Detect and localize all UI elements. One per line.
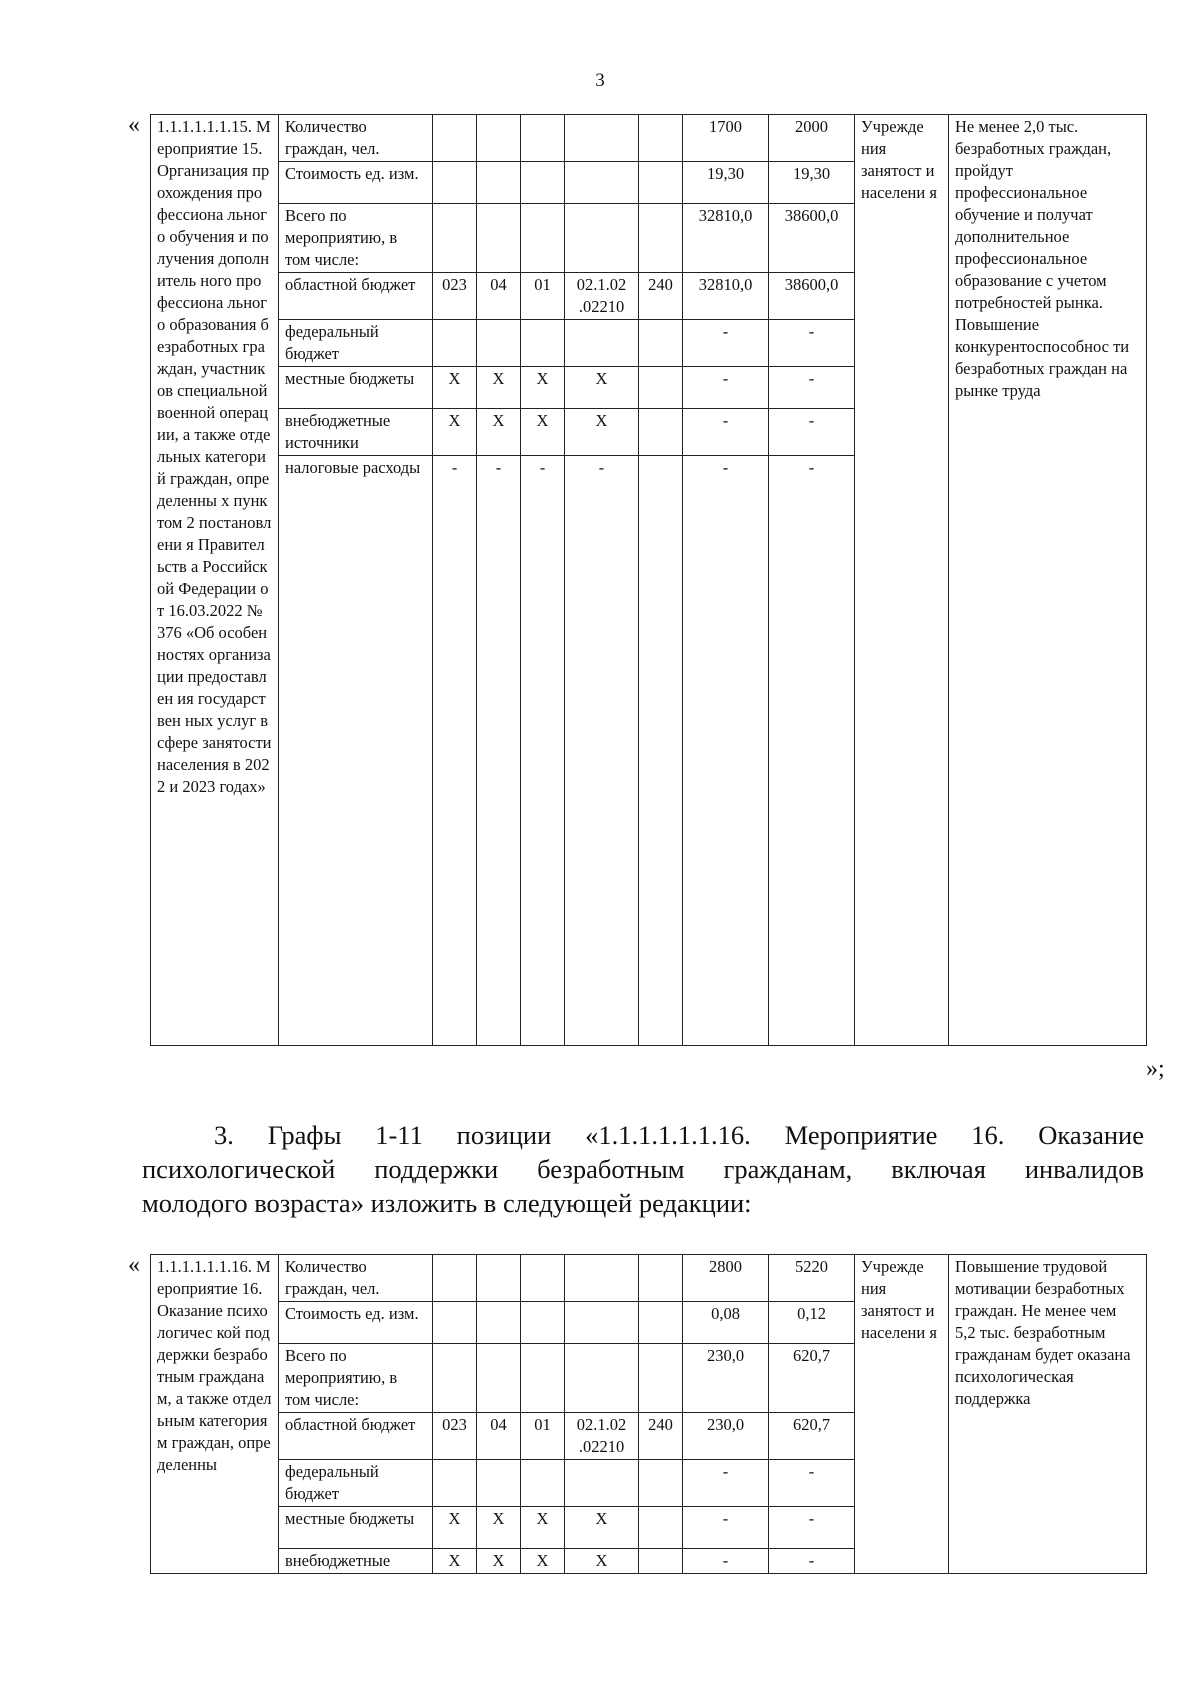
grbs-code: 023 [433,273,477,320]
csr-code: Х [565,409,639,456]
year-1-value: - [683,320,769,367]
year-1-value: 230,0 [683,1413,769,1460]
year-2-value: 0,12 [769,1302,855,1344]
year-2-value: 19,30 [769,162,855,204]
rz-code [477,1255,521,1302]
csr-code: Х [565,367,639,409]
csr-code [565,115,639,162]
pr-code: Х [521,409,565,456]
csr-code [565,204,639,273]
grbs-code [433,1344,477,1413]
indicator-label: местные бюджеты [279,367,433,409]
grbs-code: 023 [433,1413,477,1460]
year-2-value: 2000 [769,115,855,162]
vr-code [639,1302,683,1344]
vr-code [639,1460,683,1507]
rz-code: Х [477,367,521,409]
year-2-value: - [769,409,855,456]
csr-code: - [565,456,639,1046]
vr-code [639,1255,683,1302]
table-row [151,1255,1147,1302]
year-1-value: 32810,0 [683,273,769,320]
indicator-label: внебюджетные источники [279,409,433,456]
csr-code: Х [565,1549,639,1574]
vr-code: 240 [639,1413,683,1460]
year-1-value: 19,30 [683,162,769,204]
vr-code [639,1344,683,1413]
indicator-label: местные бюджеты [279,1507,433,1549]
measure-name-cell: 1.1.1.1.1.1.15. Мероприятие 15. Организация прохождения профессиона льного обучения и получения дополнитель ного профессиона льного образования безработных граждан, участников специальной военной операции, а также отдельных категорий граждан, определенны х пунктом 2 постановлени я Правительств а Российской Федерации от 16.03.2022 № 376 «Об особенностях организации предоставлен ия государствен ных услуг в сфере занятости населения в 2022 и 2023 годах» [151,115,279,1046]
grbs-code: Х [433,1507,477,1549]
csr-code: Х [565,1507,639,1549]
year-2-value: - [769,320,855,367]
rz-code [477,162,521,204]
pr-code: Х [521,1507,565,1549]
rz-code: - [477,456,521,1046]
pr-code: Х [521,1549,565,1574]
pr-code [521,1344,565,1413]
csr-code [565,1344,639,1413]
pr-code [521,1255,565,1302]
year-1-value: - [683,1549,769,1574]
grbs-code: Х [433,409,477,456]
year-1-value: - [683,367,769,409]
indicator-label: областной бюджет [279,273,433,320]
rz-code: Х [477,1549,521,1574]
rz-code: Х [477,409,521,456]
year-2-value: - [769,1549,855,1574]
vr-code [639,409,683,456]
pr-code [521,115,565,162]
grbs-code: - [433,456,477,1046]
indicator-label: Количество граждан, чел. [279,1255,433,1302]
year-1-value: 0,08 [683,1302,769,1344]
grbs-code: Х [433,1549,477,1574]
indicator-label: областной бюджет [279,1413,433,1460]
year-1-value: 2800 [683,1255,769,1302]
indicator-label: внебюджетные [279,1549,433,1574]
result-cell: Не менее 2,0 тыс. безработных граждан, пройдут профессиональное обучение и получат дополнительное профессиональное образование с учетом потребностей рынка. Повышение конкурентоспособнос ти безработных граждан на рынке труда [949,115,1147,1046]
grbs-code [433,320,477,367]
quote-open-2: « [128,1252,140,1278]
indicator-label: Всего по мероприятию, в том числе: [279,1344,433,1413]
grbs-code: Х [433,367,477,409]
csr-code [565,162,639,204]
result-cell: Повышение трудовой мотивации безработных граждан. Не менее чем 5,2 тыс. безработным гражданам будет оказана психологическая поддержка [949,1255,1147,1574]
indicator-label: Всего по мероприятию, в том числе: [279,204,433,273]
amendment-paragraph [142,1118,1144,1220]
grbs-code [433,162,477,204]
year-1-value: 230,0 [683,1344,769,1413]
quote-close-1: »; [1146,1056,1165,1082]
vr-code [639,204,683,273]
pr-code [521,162,565,204]
table-measure-15 [150,114,1147,1046]
indicator-label: федеральный бюджет [279,320,433,367]
year-2-value: - [769,1460,855,1507]
year-2-value: 5220 [769,1255,855,1302]
pr-code [521,1302,565,1344]
table-measure-16 [150,1254,1147,1574]
pr-code [521,1460,565,1507]
quote-open-1: « [128,112,140,138]
csr-code [565,1302,639,1344]
vr-code [639,115,683,162]
page-number: 3 [595,70,605,91]
rz-code: 04 [477,1413,521,1460]
indicator-label: налоговые расходы [279,456,433,1046]
paragraph-line-3: молодого возраста» изложить в следующей редакции: [142,1188,752,1218]
pr-code [521,204,565,273]
indicator-label: Количество граждан, чел. [279,115,433,162]
rz-code: 04 [477,273,521,320]
vr-code: 240 [639,273,683,320]
year-2-value: 38600,0 [769,204,855,273]
year-1-value: - [683,1507,769,1549]
csr-code [565,320,639,367]
grbs-code [433,115,477,162]
year-2-value: 620,7 [769,1344,855,1413]
rz-code [477,204,521,273]
executor-cell: Учрежде ния занятост и населени я [855,115,949,1046]
pr-code: 01 [521,273,565,320]
csr-code: 02.1.02 .02210 [565,1413,639,1460]
rz-code [477,1344,521,1413]
indicator-label: федеральный бюджет [279,1460,433,1507]
year-1-value: 32810,0 [683,204,769,273]
table-row [151,115,1147,162]
pr-code: Х [521,367,565,409]
grbs-code [433,1255,477,1302]
csr-code [565,1255,639,1302]
rz-code: Х [477,1507,521,1549]
year-2-value: 620,7 [769,1413,855,1460]
vr-code [639,1507,683,1549]
grbs-code [433,1460,477,1507]
paragraph-line-2: психологической поддержки безработным гражданам, включая инвалидов [142,1154,1144,1184]
csr-code: 02.1.02 .02210 [565,273,639,320]
rz-code [477,1460,521,1507]
year-2-value: 38600,0 [769,273,855,320]
grbs-code [433,204,477,273]
indicator-label: Стоимость ед. изм. [279,1302,433,1344]
rz-code [477,1302,521,1344]
csr-code [565,1460,639,1507]
measure-name-cell: 1.1.1.1.1.1.16. Мероприятие 16. Оказание психологичес кой поддержки безработным гражданам, а также отдельным категориям граждан, определенны [151,1255,279,1574]
pr-code: - [521,456,565,1046]
indicator-label: Стоимость ед. изм. [279,162,433,204]
year-2-value: - [769,1507,855,1549]
pr-code: 01 [521,1413,565,1460]
year-1-value: 1700 [683,115,769,162]
vr-code [639,1549,683,1574]
year-2-value: - [769,456,855,1046]
paragraph-line-1: 3. Графы 1-11 позиции «1.1.1.1.1.1.16. Мероприятие 16. Оказание [214,1120,1144,1150]
executor-cell: Учрежде ния занятост и населени я [855,1255,949,1574]
rz-code [477,115,521,162]
year-1-value: - [683,409,769,456]
pr-code [521,320,565,367]
year-1-value: - [683,1460,769,1507]
year-1-value: - [683,456,769,1046]
year-2-value: - [769,367,855,409]
vr-code [639,456,683,1046]
vr-code [639,162,683,204]
vr-code [639,320,683,367]
vr-code [639,367,683,409]
rz-code [477,320,521,367]
grbs-code [433,1302,477,1344]
